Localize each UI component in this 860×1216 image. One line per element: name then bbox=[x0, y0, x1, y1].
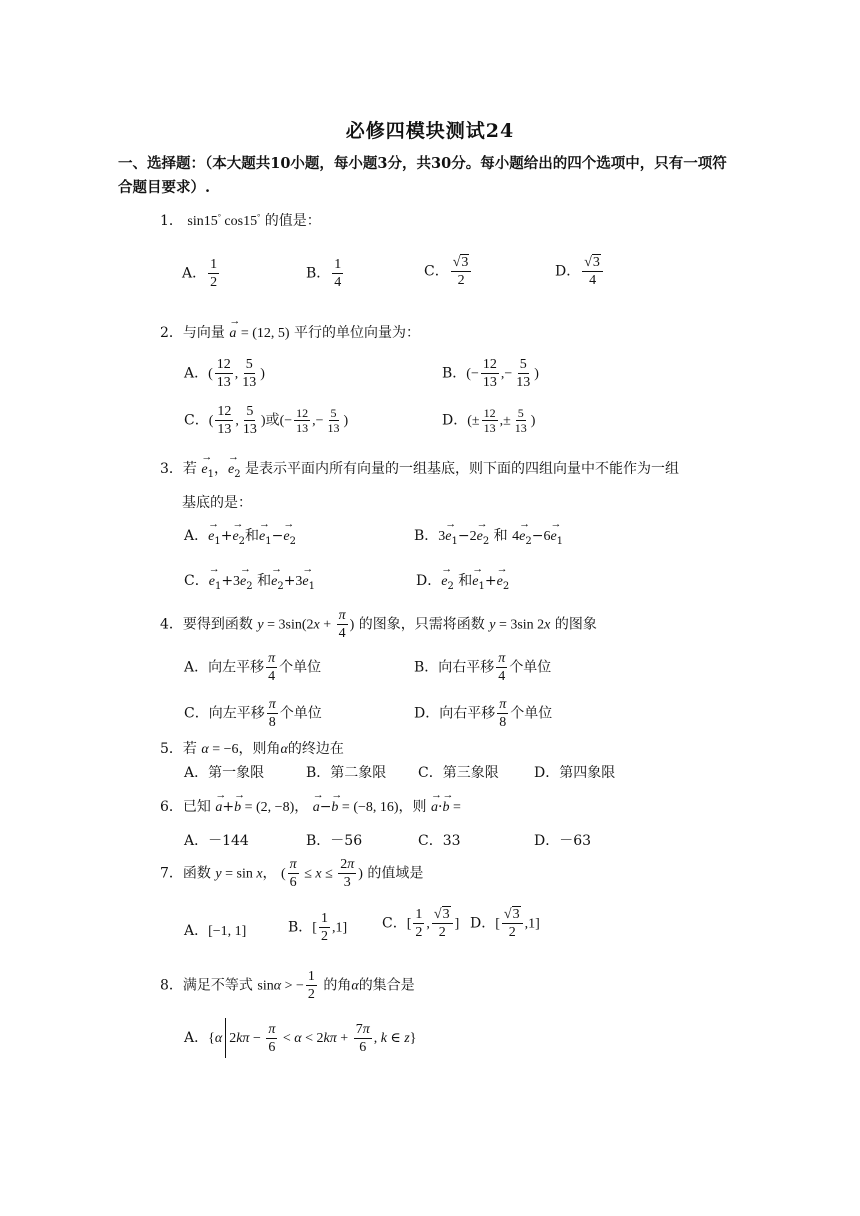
question-2: 2．与向量 → a = (12, 5) 平行的单位向量为： bbox=[160, 322, 420, 342]
q2-option-c: C．( $\frac{12}{13}$ , $\frac{5}{13}$ )或(− $\frac{12}{13}$ ,− $\frac{5}{13}$ ) bbox=[184, 404, 349, 437]
q1-option-b: B． $\frac{1}{4}$ bbox=[306, 257, 342, 290]
q7-option-b: B．[ $\frac{1}{2}$ ,1] bbox=[288, 911, 348, 944]
q2-option-b: B．(− $\frac{12}{13}$ ,− $\frac{5}{13}$ ) bbox=[442, 357, 539, 390]
page-title: 必修四模块测试24 bbox=[345, 120, 515, 142]
q4-option-b: B．向右平移 $\frac{\pi}{4}$ 个单位 bbox=[414, 651, 552, 684]
q5-option-d: D．第四象限 bbox=[534, 765, 616, 781]
q6-option-d: D．－63 bbox=[534, 833, 592, 849]
q5-option-c: C．第三象限 bbox=[418, 765, 499, 781]
q6-option-b: B．－56 bbox=[306, 833, 363, 849]
q7-option-a: A．[−1, 1] bbox=[184, 923, 247, 939]
q3-option-d: D．→ $e_2$ 和→ $e_1+\to e_2$ bbox=[416, 570, 509, 592]
q2-option-a: A．( $\frac{12}{13}$ , $\frac{5}{13}$ ) bbox=[184, 357, 265, 390]
q5-option-b: B．第二象限 bbox=[306, 765, 387, 781]
q4-option-c: C．向左平移 $\frac{\pi}{8}$ 个单位 bbox=[184, 697, 322, 730]
q1-option-c: C． $\frac{√3}{2}$ bbox=[424, 254, 473, 289]
q1-option-a: A． $\frac{1}{2}$ bbox=[182, 257, 218, 290]
question-6: 6．已知 → a+→ b = (2, −8)， → a−→ b = (−8, 16)，则 → a·→ b = bbox=[160, 796, 461, 816]
q5-option-a: A．第一象限 bbox=[184, 765, 265, 781]
section-heading: 一、选择题：（本大题共10小题，每小题3分，共30分。每小题给出的四个选项中，只有一项符合题目要求）. bbox=[118, 155, 727, 196]
q7-option-c: C．[ $\frac{1}{2}$ , $\frac{√3}{2}$ ] bbox=[382, 907, 460, 940]
q4-option-a: A．向左平移 $\frac{\pi}{4}$ 个单位 bbox=[184, 651, 322, 684]
q4-option-d: D．向右平移 $\frac{\pi}{8}$ 个单位 bbox=[414, 697, 553, 730]
question-4: 4．要得到函数 y = 3sin(2x + $\frac{\pi}{4}$ ) 的图象，只需将函数 y = 3sin 2x 的图象 bbox=[160, 608, 597, 641]
q8-option-a: A．{α 2kπ − $\frac{\pi}{6}$ < α < 2kπ + $\frac{7\pi}{6}$ , k ∈ z} bbox=[184, 1018, 416, 1058]
question-1: 1． sin15° cos15° 的值是： bbox=[160, 212, 321, 229]
q7-option-d: D．[ $\frac{√3}{2}$ ,1] bbox=[470, 907, 540, 940]
q6-option-a: A．－144 bbox=[184, 833, 249, 849]
q1-option-d: D． $\frac{√3}{4}$ bbox=[555, 254, 605, 289]
q6-option-c: C．33 bbox=[418, 833, 461, 849]
question-5: 5．若 α = −6，则角α的终边在 bbox=[160, 741, 344, 757]
question-number: 1． bbox=[160, 213, 183, 229]
q3-option-b: B．$3\to e_1-2\to e_2$ 和 $4\to e_2-6\to e_1$ bbox=[414, 525, 563, 547]
question-8: 8．满足不等式 sinα > − $\frac{1}{2}$ 的角α的集合是 bbox=[160, 969, 415, 1002]
q3-option-a: A．→ $e_1+\to e_2$和→ $e_1-\to e_2$ bbox=[184, 525, 296, 547]
q3-option-c: C．→ $e_1+3\to e_2$ 和→ $e_2+3\to e_1$ bbox=[184, 570, 315, 592]
question-7: 7．函数 y = sin x， ( $\frac{\pi}{6}$ ≤ x ≤ $\frac{2\pi}{3}$ ) 的值域是 bbox=[160, 857, 424, 890]
question-3-cont: 基底的是： bbox=[182, 495, 252, 511]
q2-option-d: D．(± $\frac{12}{13}$ ,± $\frac{5}{13}$ ) bbox=[442, 406, 536, 435]
question-3: 3．若 → $e_1$，→ $e_2$ 是表示平面内所有向量的一组基底，则下面的四组向量中不能作为一组 bbox=[160, 458, 679, 480]
